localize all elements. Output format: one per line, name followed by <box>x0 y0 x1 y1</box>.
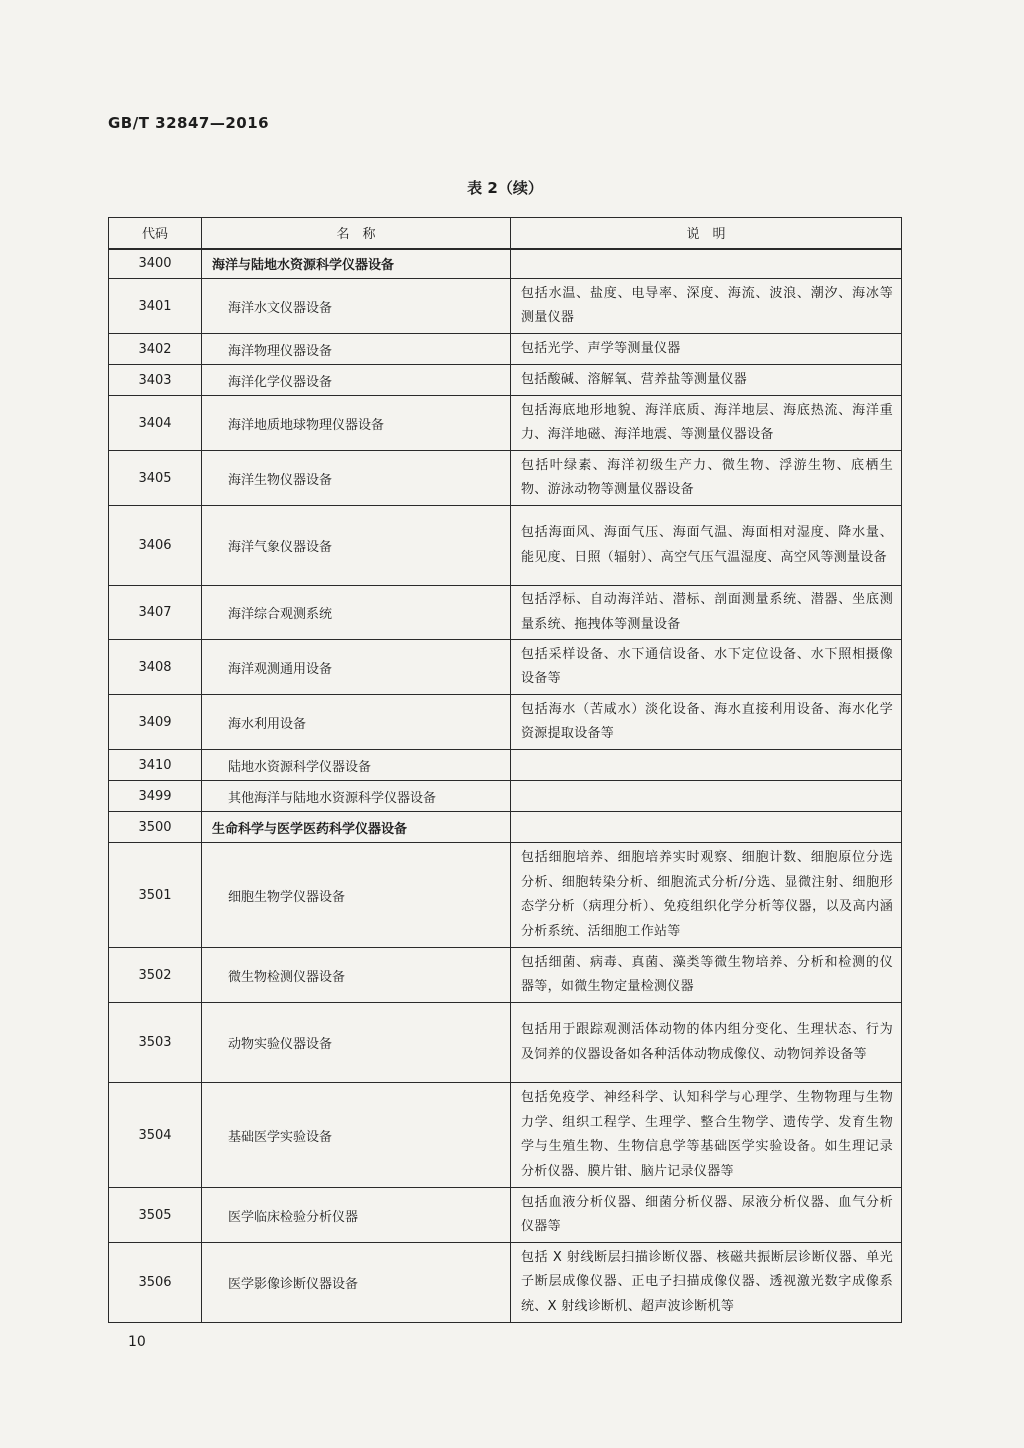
cell-name: 海洋化学仪器设备 <box>202 365 511 396</box>
cell-name: 海洋观测通用设备 <box>202 640 511 695</box>
cell-code: 3500 <box>109 812 202 843</box>
table-row <box>109 396 902 451</box>
cell-code: 3499 <box>109 781 202 812</box>
cell-description: 包括光学、声学等测量仪器 <box>511 334 902 365</box>
cell-code: 3410 <box>109 750 202 781</box>
cell-name: 海洋与陆地水资源科学仪器设备 <box>202 249 511 279</box>
cell-description: 包括水温、盐度、电导率、深度、海流、波浪、潮汐、海冰等测量仪器 <box>511 279 902 334</box>
cell-description: 包括海面风、海面气压、海面气温、海面相对湿度、降水量、能见度、日照（辐射）、高空气压气温湿度、高空风等测量设备 <box>511 506 902 586</box>
cell-code: 3503 <box>109 1003 202 1083</box>
table-row <box>109 451 902 506</box>
cell-name: 动物实验仪器设备 <box>202 1003 511 1083</box>
table-header-row <box>109 218 902 249</box>
cell-name: 细胞生物学仪器设备 <box>202 843 511 948</box>
cell-name: 基础医学实验设备 <box>202 1083 511 1188</box>
cell-code: 3504 <box>109 1083 202 1188</box>
cell-description: 包括用于跟踪观测活体动物的体内组分变化、生理状态、行为及饲养的仪器设备如各种活体动物成像仪、动物饲养设备等 <box>511 1003 902 1083</box>
cell-code: 3400 <box>109 249 202 279</box>
table-row <box>109 1188 902 1243</box>
table-row <box>109 948 902 1003</box>
cell-name: 海洋物理仪器设备 <box>202 334 511 365</box>
classification-table <box>108 217 902 1323</box>
table-row <box>109 1083 902 1188</box>
cell-code: 3406 <box>109 506 202 586</box>
cell-name: 医学影像诊断仪器设备 <box>202 1243 511 1323</box>
table-title: 表 2（续） <box>467 179 543 197</box>
cell-name: 微生物检测仪器设备 <box>202 948 511 1003</box>
cell-description: 包括浮标、自动海洋站、潜标、剖面测量系统、潜器、坐底测量系统、拖拽体等测量设备 <box>511 586 902 640</box>
cell-code: 3404 <box>109 396 202 451</box>
cell-code: 3401 <box>109 279 202 334</box>
cell-code: 3403 <box>109 365 202 396</box>
cell-description: 包括血液分析仪器、细菌分析仪器、尿液分析仪器、血气分析仪器等 <box>511 1188 902 1243</box>
cell-code: 3409 <box>109 695 202 750</box>
cell-description <box>511 750 902 781</box>
page-number: 10 <box>128 1334 146 1350</box>
table-row <box>109 640 902 695</box>
table-row <box>109 586 902 640</box>
cell-code: 3502 <box>109 948 202 1003</box>
cell-description: 包括海水（苦咸水）淡化设备、海水直接利用设备、海水化学资源提取设备等 <box>511 695 902 750</box>
cell-name: 医学临床检验分析仪器 <box>202 1188 511 1243</box>
cell-description <box>511 249 902 279</box>
table-row <box>109 1003 902 1083</box>
cell-code: 3506 <box>109 1243 202 1323</box>
cell-name: 海洋地质地球物理仪器设备 <box>202 396 511 451</box>
standard-code: GB/T 32847—2016 <box>108 114 270 132</box>
cell-code: 3407 <box>109 586 202 640</box>
cell-name: 陆地水资源科学仪器设备 <box>202 750 511 781</box>
column-header-description: 说 明 <box>511 218 902 249</box>
cell-description: 包括酸碱、溶解氧、营养盐等测量仪器 <box>511 365 902 396</box>
column-header-name: 名 称 <box>202 218 511 249</box>
cell-description: 包括叶绿素、海洋初级生产力、微生物、浮游生物、底栖生物、游泳动物等测量仪器设备 <box>511 451 902 506</box>
table-row <box>109 279 902 334</box>
cell-name: 生命科学与医学医药科学仪器设备 <box>202 812 511 843</box>
table-group-row <box>109 249 902 279</box>
cell-name: 海洋综合观测系统 <box>202 586 511 640</box>
cell-description: 包括细菌、病毒、真菌、藻类等微生物培养、分析和检测的仪器等，如微生物定量检测仪器 <box>511 948 902 1003</box>
column-header-code: 代码 <box>109 218 202 249</box>
cell-name: 海洋水文仪器设备 <box>202 279 511 334</box>
cell-description: 包括 X 射线断层扫描诊断仪器、核磁共振断层诊断仪器、单光子断层成像仪器、正电子扫描成像仪器、透视激光数字成像系统、X 射线诊断机、超声波诊断机等 <box>511 1243 902 1323</box>
cell-name: 其他海洋与陆地水资源科学仪器设备 <box>202 781 511 812</box>
cell-name: 海洋气象仪器设备 <box>202 506 511 586</box>
cell-code: 3505 <box>109 1188 202 1243</box>
cell-code: 3402 <box>109 334 202 365</box>
cell-name: 海洋生物仪器设备 <box>202 451 511 506</box>
table-row <box>109 750 902 781</box>
cell-description: 包括采样设备、水下通信设备、水下定位设备、水下照相摄像设备等 <box>511 640 902 695</box>
cell-code: 3405 <box>109 451 202 506</box>
table-row <box>109 781 902 812</box>
table-row <box>109 506 902 586</box>
table-row <box>109 334 902 365</box>
cell-code: 3408 <box>109 640 202 695</box>
table-row <box>109 365 902 396</box>
table-row <box>109 843 902 948</box>
cell-code: 3501 <box>109 843 202 948</box>
table-row <box>109 695 902 750</box>
cell-description: 包括海底地形地貌、海洋底质、海洋地层、海底热流、海洋重力、海洋地磁、海洋地震、等测量仪器设备 <box>511 396 902 451</box>
cell-description: 包括细胞培养、细胞培养实时观察、细胞计数、细胞原位分选分析、细胞转染分析、细胞流式分析/分选、显微注射、细胞形态学分析（病理分析）、免疫组织化学分析等仪器，以及高内涵分析系统、活细胞工作站等 <box>511 843 902 948</box>
cell-description <box>511 781 902 812</box>
table-row <box>109 1243 902 1323</box>
cell-description: 包括免疫学、神经科学、认知科学与心理学、生物物理与生物力学、组织工程学、生理学、整合生物学、遗传学、发育生物学与生殖生物、生物信息学等基础医学实验设备。如生理记录分析仪器、膜片钳、脑片记录仪器等 <box>511 1083 902 1188</box>
cell-name: 海水利用设备 <box>202 695 511 750</box>
cell-description <box>511 812 902 843</box>
table-body <box>109 249 902 1323</box>
table-group-row <box>109 812 902 843</box>
